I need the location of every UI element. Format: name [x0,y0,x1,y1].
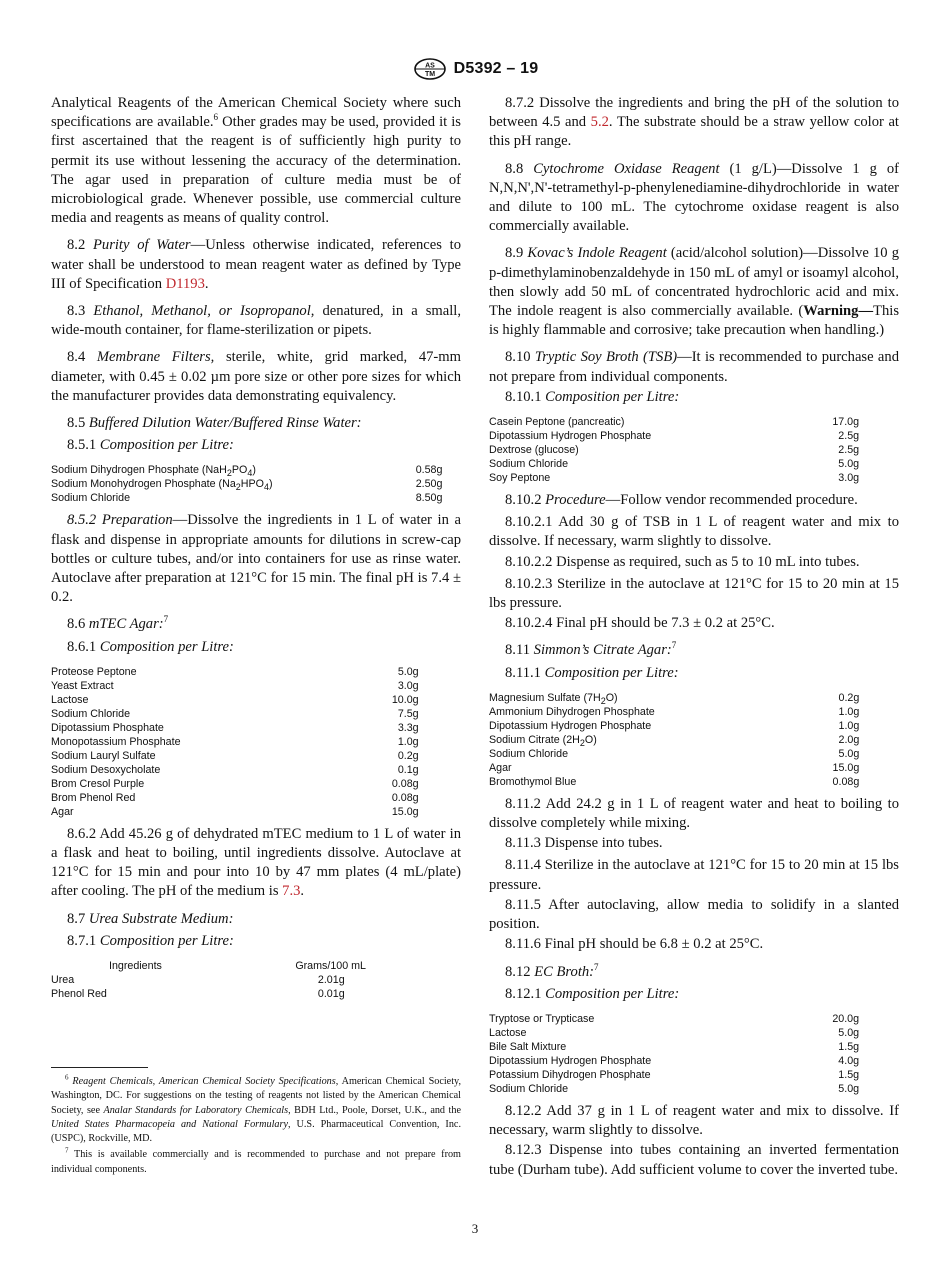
ingredient-amount: 1.5 [838,1068,854,1081]
ingredient-amount: 15.0 [832,761,854,774]
ingredient-amount: 17.0 [832,416,854,429]
section-8-11-6: 8.11.6 Final pH should be 6.8 ± 0.2 at 25°C. [505,936,764,953]
composition-table-8-7 [51,959,366,1001]
paragraph-8-1-continued: Analytical Reagents of the American Chemical Society where such specifications are available.$^6$ Other grades may be used, provided it is first ascertained that the reagent is of sufficiently high purity to permit its use without lessening the accuracy of the determination. The agar used in preparation of culture media must be of microbiological grade. Whenever possible, use commercial culture media and reagents as means of quality control. [51,95,461,227]
ingredient-unit: g [412,721,419,734]
section-8-5-2: 8.5.2 Preparation—Dissolve the ingredients in 1 L of water in a flask and dispense in appropriate amounts for dilutions in screw-cap bottles or culture tubes, and/or into containers for use as rinse water. Autoclave after preparation at 121°C for 15 min. The final pH is 7.4 ± 0.2. [51,512,461,606]
ingredient-unit: g [436,478,443,491]
ingredient-unit: g [412,749,419,762]
section-8-12-2: 8.12.2 Add 37 g in 1 L of reagent water and mix to dissolve. If necessary, warm slightly to dissolve. [489,1102,899,1139]
ingredient-amount: 0.08 [391,791,413,804]
ingredient-amount: 0.2 [397,749,413,762]
ingredient-name: Phenol Red [51,988,107,1001]
section-8-5-1: 8.5.1 Composition per Litre: [67,437,234,454]
section-8-12-1: 8.12.1 Composition per Litre: [505,985,680,1002]
composition-table-8-12 [489,1012,865,1096]
section-8-11-1: 8.11.1 Composition per Litre: [505,664,679,681]
ingredient-name: Monopotassium Phosphate [51,735,181,748]
table-row [489,775,865,789]
ingredient-name: Magnesium Sulfate $(7H_2O)$ [489,691,618,707]
table-row [51,777,427,791]
table-row [51,763,427,777]
ingredient-amount: 1.5 [838,1040,854,1053]
section-8-11-3: 8.11.3 Dispense into tubes. [505,835,663,852]
ingredient-unit: g [338,988,345,1001]
ingredient-name: Tryptose or Trypticase [489,1012,595,1025]
table-row [489,1026,865,1040]
ingredient-name: Sodium Desoxycholate [51,763,161,776]
ingredient-unit: g [412,805,419,818]
section-8-5: 8.5 Buffered Dilution Water/Buffered Rinse Water: [67,415,362,432]
table-row [51,665,427,679]
ingredient-amount: 2.0 [838,733,854,746]
table-row [51,735,427,749]
composition-table-8-10 [489,415,865,485]
ingredient-name: Ammonium Dihydrogen Phosphate [489,705,655,718]
ingredient-unit: g [853,747,860,760]
ingredient-amount: 5.0 [838,458,854,471]
ingredient-name: Agar [51,805,74,818]
ingredient-name: Sodium Dihydrogen Phosphate $(NaH_2PO_4)$ [51,464,256,479]
table-header-row [51,959,366,973]
section-8-10-2-1: 8.10.2.1 Add 30 g of TSB in 1 L of reagent water and mix to dissolve. If necessary, warm slightly to dissolve. [489,514,899,550]
ingredient-amount: 5.0 [838,1026,854,1039]
ingredient-amount: 7.5 [397,707,413,720]
ingredient-amount: 3.0 [838,472,854,485]
ingredient-name: Bromothymol Blue [489,775,577,788]
ingredient-unit: g [853,1026,860,1039]
ingredient-unit: g [853,416,860,429]
table-row [489,471,865,485]
section-8-10-2-3: 8.10.2.3 Sterilize in the autoclave at 121°C for 15 to 20 min at 15 lbs pressure. [489,575,899,612]
ingredient-name: Brom Phenol Red [51,791,136,804]
ingredient-amount: 0.58 [415,464,437,477]
table-row [489,747,865,761]
ingredient-unit: g [853,1082,860,1095]
svg-text:AS: AS [424,62,435,70]
ingredient-unit: g [853,472,860,485]
ingredient-name: Bile Salt Mixture [489,1040,567,1053]
table-row [489,691,865,705]
footnote-7: $^7$ This is available commercially and is recommended to purchase and not prepare from individual components. [51,1147,461,1175]
ingredient-name: Soy Peptone [489,472,551,485]
table-row [489,719,865,733]
footnote-rule [51,1067,148,1068]
ingredient-unit: g [853,705,860,718]
astm-logo-icon [412,58,448,80]
table-row [51,721,427,735]
table-row [51,693,427,707]
section-8-11-4: 8.11.4 Sterilize in the autoclave at 121°C for 15 to 20 min at 15 lbs pressure. [489,857,899,893]
table-row [489,415,865,429]
ingredient-amount: 20.0 [832,1012,854,1025]
ingredient-amount: 5.0 [397,665,413,678]
ingredient-amount: 10.0 [391,693,413,706]
ingredient-unit: g [412,693,419,706]
ingredient-name: Agar [489,761,512,774]
ingredient-amount: 0.2 [838,691,854,704]
section-8-7-2: 8.7.2 Dissolve the ingredients and bring the pH of the solution to between 4.5 and 5.2. The substrate should be a straw yellow color at this pH range. [489,95,899,150]
right-column [489,94,899,1188]
section-8-6-2: 8.6.2 Add 45.26 g of dehydrated mTEC medium to 1 L of water in a flask and heat to boiling, until ingredients dissolve. Autoclave at 121°C for 15 min and pour into 10 by 47 mm plates (4 mL/plate) after cooling. The pH of the medium is 7.3. [51,825,461,900]
ingredient-amount: 2.5 [838,444,854,457]
column-header-ingredients: Ingredients [109,960,162,973]
table-row [489,761,865,775]
section-8-10-1: 8.10.1 Composition per Litre: [505,388,680,405]
footnote-6: $^6$ Reagent Chemicals, American Chemical Society Specifications, American Chemical Society, Washington, DC. For suggestions on the testing of reagents not listed by the American Chemical Society, see Analar Standards for Laboratory Chemicals, BDH Ltd., Poole, Dorset, U.K., and the United States Pharmacopeia and National Formulary, U.S. Pharmaceutical Convention, Inc. (USPC), Rockville, MD. [51,1073,462,1145]
ingredient-unit: g [853,775,860,788]
table-row [489,1054,865,1068]
ingredient-name: Sodium Monohydrogen Phosphate $(Na_2HPO_4)$ [51,478,273,493]
column-header-grams: Grams/100 mL [295,960,366,973]
ingredient-name: Proteose Peptone [51,665,137,678]
section-8-4: 8.4 Membrane Filters, sterile, white, grid marked, 47-mm diameter, with 0.45 ± 0.02 µm pore size or other pore sizes for which the manufacturer provides data demonstrating equivalency. [51,349,461,404]
section-8-11-2: 8.11.2 Add 24.2 g in 1 L of reagent water and heat to boiling to dissolve completely while mixing. [489,795,899,832]
ingredient-unit: g [853,430,860,443]
ingredient-amount: 1.0 [838,719,854,732]
ingredient-name: Sodium Chloride [489,458,569,471]
table-row [489,1012,865,1026]
ingredient-name: Casein Peptone (pancreatic) [489,416,625,429]
table-row [489,1040,865,1054]
ingredient-unit: g [853,761,860,774]
ingredient-unit: g [853,444,860,457]
table-row [489,1082,865,1096]
table-row [489,705,865,719]
ingredient-unit: g [412,735,419,748]
link-d1193[interactable]: D1193 [165,275,205,292]
ingredient-amount: 3.3 [397,721,413,734]
ingredient-unit: g [412,679,419,692]
link-7-3[interactable]: 7.3 [282,883,301,900]
ingredient-amount: 0.08 [832,775,854,788]
ingredient-name: Sodium Lauryl Sulfate [51,749,156,762]
ingredient-amount: 0.1 [397,763,413,776]
table-row [51,749,427,763]
ingredient-unit: g [853,1040,860,1053]
page-header [0,58,950,80]
ingredient-name: Dipotassium Phosphate [51,721,164,734]
section-8-10-2: 8.10.2 Procedure—Follow vendor recommended procedure. [505,492,858,509]
ingredient-amount: 2.50 [415,478,437,491]
section-8-9: 8.9 Kovac’s Indole Reagent (acid/alcohol solution)—Dissolve 10 g p-dimethylaminobenzaldehyde in 150 mL of amyl or isoamyl alcohol, then slowly add 50 mL of concentrated hydrochloric acid and mix. The indole reagent is also commercially available. (Warning—This is highly flammable and corrosive; take precaution when handling.) [489,245,899,339]
section-8-10-2-4: 8.10.2.4 Final pH should be 7.3 ± 0.2 at 25°C. [505,615,775,632]
section-8-8: 8.8 Cytochrome Oxidase Reagent (1 g/L)—Dissolve 1 g of N,N,N',N'-tetramethyl-p-phenylenediamine-dihydrochloride in water and dilute to 100 mL. The cytochrome oxidase reagent is also commercially available. [489,160,899,235]
ingredient-amount: 2.5 [838,430,854,443]
composition-table-8-6 [51,665,427,819]
ingredient-amount: 5.0 [838,747,854,760]
svg-text:TM: TM [424,71,435,78]
ingredient-unit: g [853,733,860,746]
ingredient-amount: 0.01 [317,988,339,1001]
table-row [51,791,427,805]
section-8-3: 8.3 Ethanol, Methanol, or Isopropanol, denatured, in a small, wide-mouth container, for flame-sterilization or pipets. [51,303,462,339]
ingredient-amount: 2.01 [317,974,339,987]
table-row [51,973,366,987]
left-column [51,94,461,1007]
ingredient-unit: g [412,665,419,678]
ingredient-name: Sodium Chloride [51,492,131,505]
section-8-12: 8.12 EC Broth:$^7$ [505,961,599,980]
section-8-6: 8.6 mTEC Agar:$^7$ [67,614,169,633]
section-8-11-5: 8.11.5 After autoclaving, allow media to solidify in a slanted position. [489,896,899,933]
ingredient-amount: 3.0 [397,679,413,692]
table-row [489,457,865,471]
ingredient-unit: g [412,707,419,720]
ingredient-amount: 1.0 [838,705,854,718]
ingredient-amount: 8.50 [415,492,437,505]
table-row [51,491,446,505]
ingredient-name: Dipotassium Hydrogen Phosphate [489,430,652,443]
ingredient-unit: g [853,719,860,732]
section-8-2: 8.2 Purity of Water—Unless otherwise indicated, references to water shall be understood to mean reagent water as defined by Type III of Specification D1193. [51,237,462,292]
ingredient-name: Lactose [51,693,89,706]
section-8-10-2-2: 8.10.2.2 Dispense as required, such as 5 to 10 mL into tubes. [505,553,860,570]
ingredient-unit: g [436,464,443,477]
footnotes [51,1075,461,1179]
ingredient-name: Sodium Chloride [489,747,569,760]
ingredient-name: Sodium Chloride [489,1082,569,1095]
ingredient-unit: g [412,763,419,776]
ingredient-unit: g [338,974,345,987]
section-8-11: 8.11 Simmon’s Citrate Agar:$^7$ [505,640,677,659]
ingredient-unit: g [853,1054,860,1067]
ingredient-amount: 4.0 [838,1054,854,1067]
ingredient-unit: g [853,458,860,471]
ingredient-amount: 0.08 [391,777,413,790]
table-row [51,463,446,477]
ingredient-name: Sodium Citrate $(2H_2O)$ [489,733,597,749]
composition-table-8-11 [489,691,865,789]
ingredient-unit: g [412,791,419,804]
section-8-6-1: 8.6.1 Composition per Litre: [67,638,234,655]
table-row [51,987,366,1001]
ingredient-name: Dipotassium Hydrogen Phosphate [489,1054,652,1067]
table-row [51,805,427,819]
ingredient-name: Sodium Chloride [51,707,131,720]
table-row [489,733,865,747]
table-row [489,1068,865,1082]
ingredient-name: Dextrose (glucose) [489,444,579,457]
ingredient-name: Yeast Extract [51,679,114,692]
ingredient-name: Potassium Dihydrogen Phosphate [489,1068,651,1081]
ingredient-name: Urea [51,974,75,987]
composition-table-8-5 [51,463,446,505]
section-8-10: 8.10 Tryptic Soy Broth (TSB)—It is recommended to purchase and not prepare from individual components. [489,349,899,385]
section-8-7-1: 8.7.1 Composition per Litre: [67,932,234,949]
ingredient-amount: 1.0 [397,735,413,748]
ingredient-unit: g [853,1068,860,1081]
table-row [51,679,427,693]
ingredient-unit: g [853,1012,860,1025]
section-8-12-3: 8.12.3 Dispense into tubes containing an inverted fermentation tube (Durham tube). Add sufficient volume to cover the inverted tube. [489,1142,899,1178]
ingredient-unit: g [436,492,443,505]
document-id: D5392 – 19 [453,60,539,77]
ingredient-unit: g [412,777,419,790]
page-number: 3 [471,1221,479,1236]
ingredient-name: Lactose [489,1026,527,1039]
link-5-2[interactable]: 5.2 [590,114,609,131]
table-row [51,477,446,491]
table-row [51,707,427,721]
section-8-7: 8.7 Urea Substrate Medium: [67,910,234,927]
ingredient-name: Brom Cresol Purple [51,777,145,790]
table-row [489,429,865,443]
table-row [489,443,865,457]
ingredient-name: Dipotassium Hydrogen Phosphate [489,719,652,732]
ingredient-amount: 5.0 [838,1082,854,1095]
ingredient-unit: g [853,691,860,704]
ingredient-amount: 15.0 [391,805,413,818]
